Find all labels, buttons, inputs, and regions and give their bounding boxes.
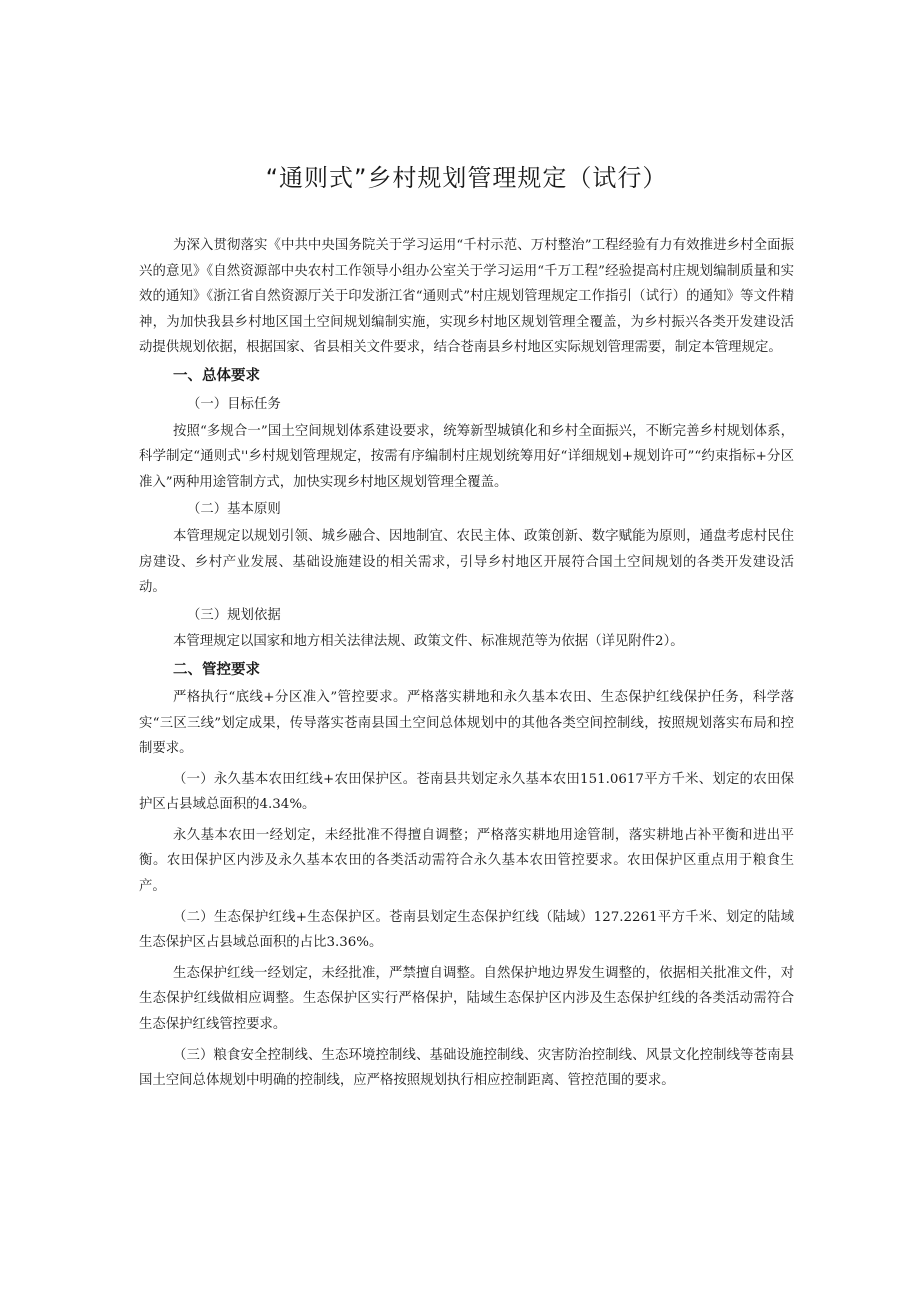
document-title: “通则式”乡村规划管理规定（试行） <box>265 164 668 192</box>
subheading-goals: （一）目标任务 <box>187 396 281 412</box>
paragraph-basis: 本管理规定以国家和地方相关法律法规、政策文件、标准规范等为依据（详见附件2）。 <box>173 634 684 650</box>
paragraph-ecology-rules: 生态保护红线一经划定，未经批准，严禁擅自调整。自然保护地边界发生调整的，依据相关批准文件，对生态保护红线做相应调整。生态保护区实行严格保护，陆域生态保护区内涉及生态保护红线的各类活动需符合生态保护红线管控要求。 <box>139 965 794 1033</box>
subheading-basis: （三）规划依据 <box>187 607 281 623</box>
paragraph-goals: 按照“多规合一”国土空间规划体系建设要求，统筹新型城镇化和乡村全面振兴，不断完善乡村规划体系，科学制定“通则式''乡村规划管理规定，按需有序编制村庄规划统筹用好“详细规划+规划许可”“约束指标+分区准入”两种用途管制方式，加快实现乡村地区规划管理全覆盖。 <box>139 423 794 490</box>
paragraph-other-control-lines: （三）粮食安全控制线、生态环境控制线、基础设施控制线、灾害防治控制线、风景文化控制线等苍南县国土空间总体规划中明确的控制线，应严格按照规划执行相应控制距离、管控范围的要求。 <box>139 1047 794 1089</box>
subheading-principles: （二）基本原则 <box>187 502 281 518</box>
paragraph-ecology-redline: （二）生态保护红线+生态保护区。苍南县划定生态保护红线（陆域）127.2261平方千米、划定的陆域生态保护区占县域总面积的占比3.36%。 <box>139 909 794 951</box>
paragraph-principles: 本管理规定以规划引领、城乡融合、因地制宜、农民主体、政策创新、数字赋能为原则，通盘考虑村民住房建设、乡村产业发展、基础设施建设的相关需求，引导乡村地区开展符合国土空间规划的各类开发建设活动。 <box>139 528 794 596</box>
paragraph-farmland-rules: 永久基本农田一经划定，未经批准不得擅自调整；严格落实耕地用途管制，落实耕地占补平衡和进出平衡。农田保护区内涉及永久基本农田的各类活动需符合永久基本农田管控要求。农田保护区重点用于粮食生产。 <box>139 827 794 895</box>
paragraph-farmland-redline: （一）永久基本农田红线+农田保护区。苍南县共划定永久基本农田151.0617平方千米、划定的农田保护区占县域总面积的4.34%。 <box>139 771 794 813</box>
section-heading-control-requirements: 二、管控要求 <box>173 661 260 678</box>
document-body <box>139 233 794 1094</box>
intro-paragraph: 为深入贯彻落实《中共中央国务院关于学习运用“千村示范、万村整治”工程经验有力有效推进乡村全面振兴的意见》《自然资源部中央农村工作领导小组办公室关于学习运用“千万工程”经验提高村庄规划编制质量和实效的通知》《浙江省自然资源厅关于印发浙江省“通则式”村庄规划管理规定工作指引（试行）的通知》等文件精神，为加快我县乡村地区国土空间规划编制实施，实现乡村地区规划管理全覆盖，为乡村振兴各类开发建设活动提供规划依据，根据国家、省县相关文件要求，结合苍南县乡村地区实际规划管理需要，制定本管理规定。 <box>139 238 794 356</box>
paragraph-control-overview: 严格执行“底线+分区准入”管控要求。严格落实耕地和永久基本农田、生态保护红线保护任务，科学落实“三区三线”划定成果，传导落实苍南县国土空间总体规划中的其他各类空间控制线，按照规划落实布局和控制要求。 <box>139 689 794 757</box>
section-heading-overall-requirements: 一、总体要求 <box>173 367 260 384</box>
